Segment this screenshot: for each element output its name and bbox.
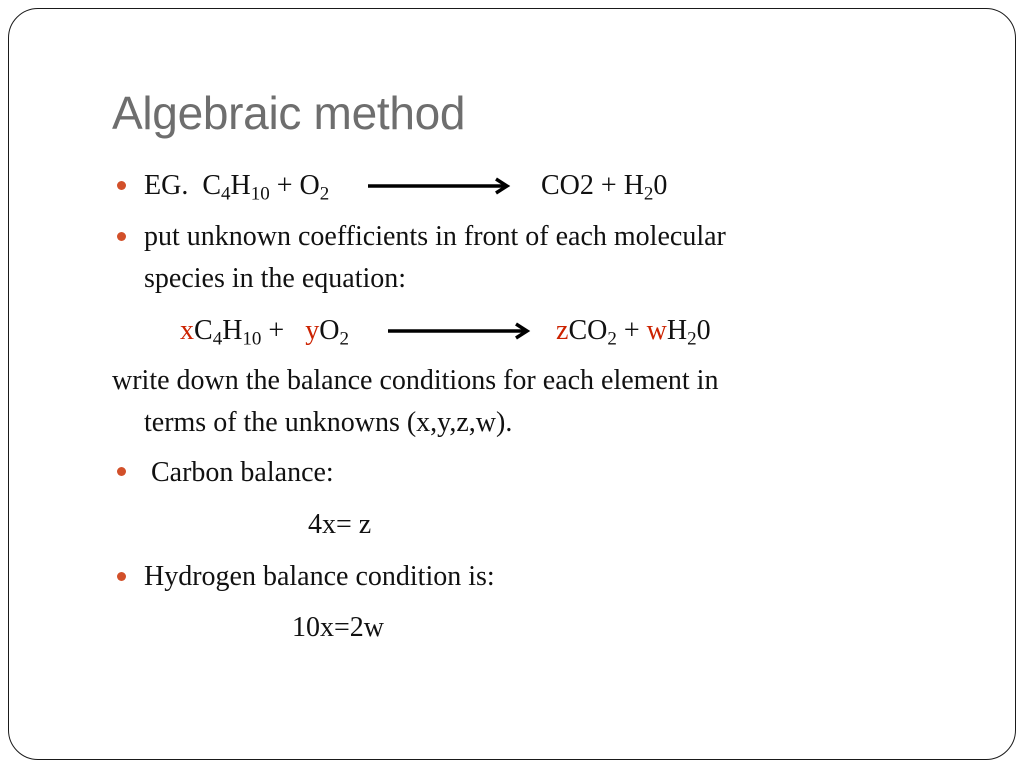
example-c: C [202,170,222,201]
example-plus: + [276,170,293,201]
example-o: O [299,170,320,201]
example-h: H [230,170,251,201]
unknowns-equation-right [556,311,711,351]
coef-y: y [305,315,320,346]
coef-x: x [180,315,194,346]
example-o-sub: 2 [319,183,330,205]
example-prefix: EG. [144,170,189,201]
eq2-co-sub: 2 [607,328,617,350]
eq2-c: C [194,315,213,346]
reaction-arrow-icon-2 [388,321,534,341]
eq2-o: O [319,315,340,346]
balance-instruction-line-2: terms of the unknowns (x,y,z,w). [144,407,513,438]
bullet-carbon [117,467,126,476]
slide-title: Algebraic method [112,87,466,139]
example-product-tail: 0 [653,170,668,201]
reaction-arrow-icon [368,176,514,196]
eq2-plus2: + [616,315,647,346]
carbon-balance-label: Carbon balance: [144,457,334,488]
instruction-line-1: put unknown coefficients in front of each molecular [144,221,726,252]
bullet-example [117,181,126,190]
example-equation-left [144,166,329,206]
hydrogen-balance-equation: 10x=2w [292,612,385,643]
eq2-c-sub: 4 [212,328,223,350]
example-product-h-sub: 2 [643,183,654,205]
balance-instruction-line-1: write down the balance conditions for each element in [112,365,719,396]
instruction-line-2: species in the equation: [144,263,407,294]
coef-z: z [556,315,569,346]
example-product-h: H [623,170,644,201]
carbon-balance-equation: 4x= z [308,509,372,540]
eq2-h2-sub: 2 [687,328,697,350]
eq2-h: H [222,315,243,346]
example-h-sub: 10 [250,183,270,205]
eq2-h2: H [666,315,688,346]
eq2-co: CO [568,315,608,346]
coef-w: w [646,315,667,346]
eq2-h-sub: 10 [242,328,262,350]
eq2-h2-tail: 0 [696,315,711,346]
example-c-sub: 4 [221,183,231,205]
unknowns-equation-left [180,311,349,351]
eq2-plus1: + [261,315,285,346]
bullet-hydrogen [117,572,126,581]
example-product-co2: CO2 + [541,170,624,201]
hydrogen-balance-label: Hydrogen balance condition is: [144,561,495,592]
example-equation-right [541,166,667,206]
eq2-o-sub: 2 [339,328,349,350]
bullet-instruction [117,232,126,241]
